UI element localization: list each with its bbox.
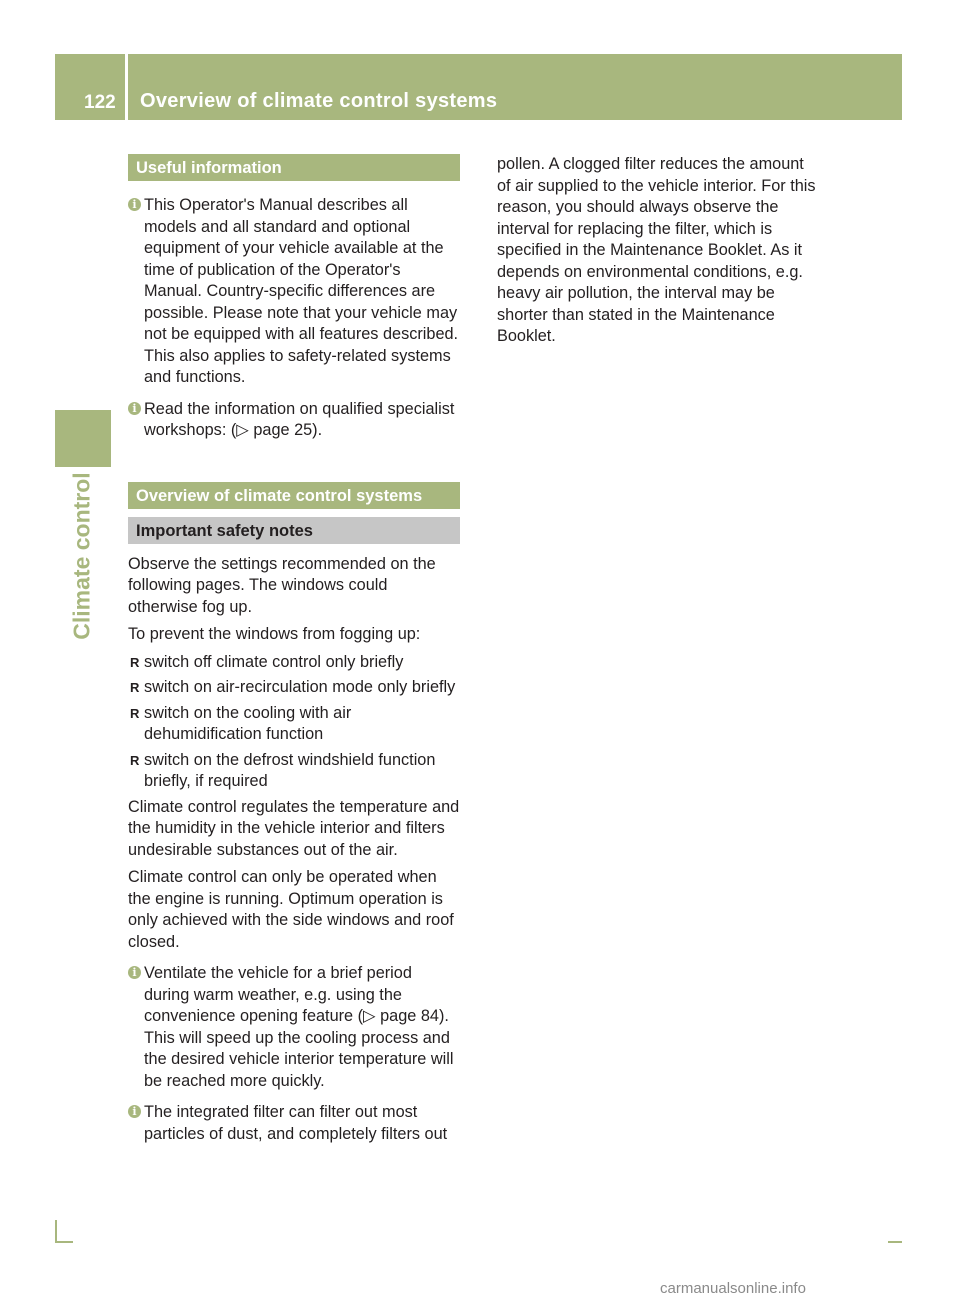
subsection-heading: Important safety notes bbox=[128, 517, 460, 544]
list-item-text: switch on the cooling with air dehumidification function bbox=[144, 703, 352, 743]
info-note-text: Ventilate the vehicle for a brief period during warm weather, e.g. using the convenience opening feature (▷ page 84). This will speed up the cooling process and the desired vehicle interior temperature will be reached more quickly. bbox=[144, 964, 454, 1090]
list-item bbox=[128, 750, 460, 793]
info-icon: i bbox=[128, 198, 141, 211]
body-paragraph: Climate control regulates the temperature and the humidity in the vehicle interior and filters undesirable substances out of the air. bbox=[128, 797, 460, 859]
left-column bbox=[128, 154, 460, 1155]
info-icon: i bbox=[128, 402, 141, 415]
chapter-label: Climate control bbox=[68, 472, 95, 640]
list-item-text: switch on air-recirculation mode only briefly bbox=[144, 678, 456, 696]
bullet-icon: R bbox=[130, 680, 140, 695]
list-item bbox=[128, 677, 460, 699]
body-paragraph: Observe the settings recommended on the following pages. The windows could otherwise fog up. bbox=[128, 554, 436, 616]
header-divider bbox=[125, 54, 128, 120]
list-item bbox=[128, 652, 460, 674]
info-icon: i bbox=[128, 966, 141, 979]
info-note-text: This Operator's Manual describes all models and all standard and optional equipment of your vehicle available at the time of publication of the Operator's Manual. Country-specific differences are possible. Please note that your vehicle may not be equipped with all features described. This also applies to safety-related systems and functions. bbox=[144, 196, 459, 386]
chapter-tab-marker bbox=[55, 410, 111, 467]
list-item-text: switch on the defrost windshield function briefly, if required bbox=[144, 750, 436, 790]
info-note-text: Read the information on qualified specialist workshops: (▷ page 25). bbox=[144, 399, 455, 439]
body-paragraph: To prevent the windows from fogging up: bbox=[128, 625, 421, 643]
bullet-icon: R bbox=[130, 705, 140, 721]
info-note bbox=[128, 1102, 460, 1145]
crop-mark bbox=[55, 1241, 73, 1243]
body-paragraph: Climate control can only be operated when the engine is running. Optimum operation is only achieved with the side windows and roof closed. bbox=[128, 868, 454, 951]
body-paragraph: pollen. A clogged filter reduces the amount of air supplied to the vehicle interior. For this reason, you should always observe the interval for replacing the filter, which is specified in the Maintenance Booklet. As it depends on environmental conditions, e.g. heavy air pollution, the interval may be shorter than stated in the Maintenance Booklet. bbox=[497, 155, 816, 345]
info-note bbox=[128, 195, 460, 389]
info-note-text: The integrated filter can filter out most particles of dust, and completely filters out bbox=[144, 1103, 448, 1143]
page-number: 122 bbox=[84, 92, 116, 113]
section-heading: Overview of climate control systems bbox=[128, 482, 460, 509]
running-title: Overview of climate control systems bbox=[140, 90, 498, 112]
info-note bbox=[128, 963, 460, 1092]
watermark: carmanualsonline.info bbox=[660, 1280, 806, 1297]
info-note bbox=[128, 399, 460, 442]
useful-information-heading: Useful information bbox=[128, 154, 460, 181]
list-item-text: switch off climate control only briefly bbox=[144, 652, 404, 671]
bullet-list bbox=[128, 652, 460, 793]
info-icon: i bbox=[128, 1105, 141, 1118]
right-column bbox=[497, 154, 817, 354]
list-item bbox=[128, 703, 460, 746]
bullet-icon: R bbox=[130, 752, 140, 768]
crop-mark bbox=[888, 1241, 902, 1243]
bullet-icon: R bbox=[130, 654, 140, 670]
crop-mark bbox=[55, 1220, 57, 1243]
